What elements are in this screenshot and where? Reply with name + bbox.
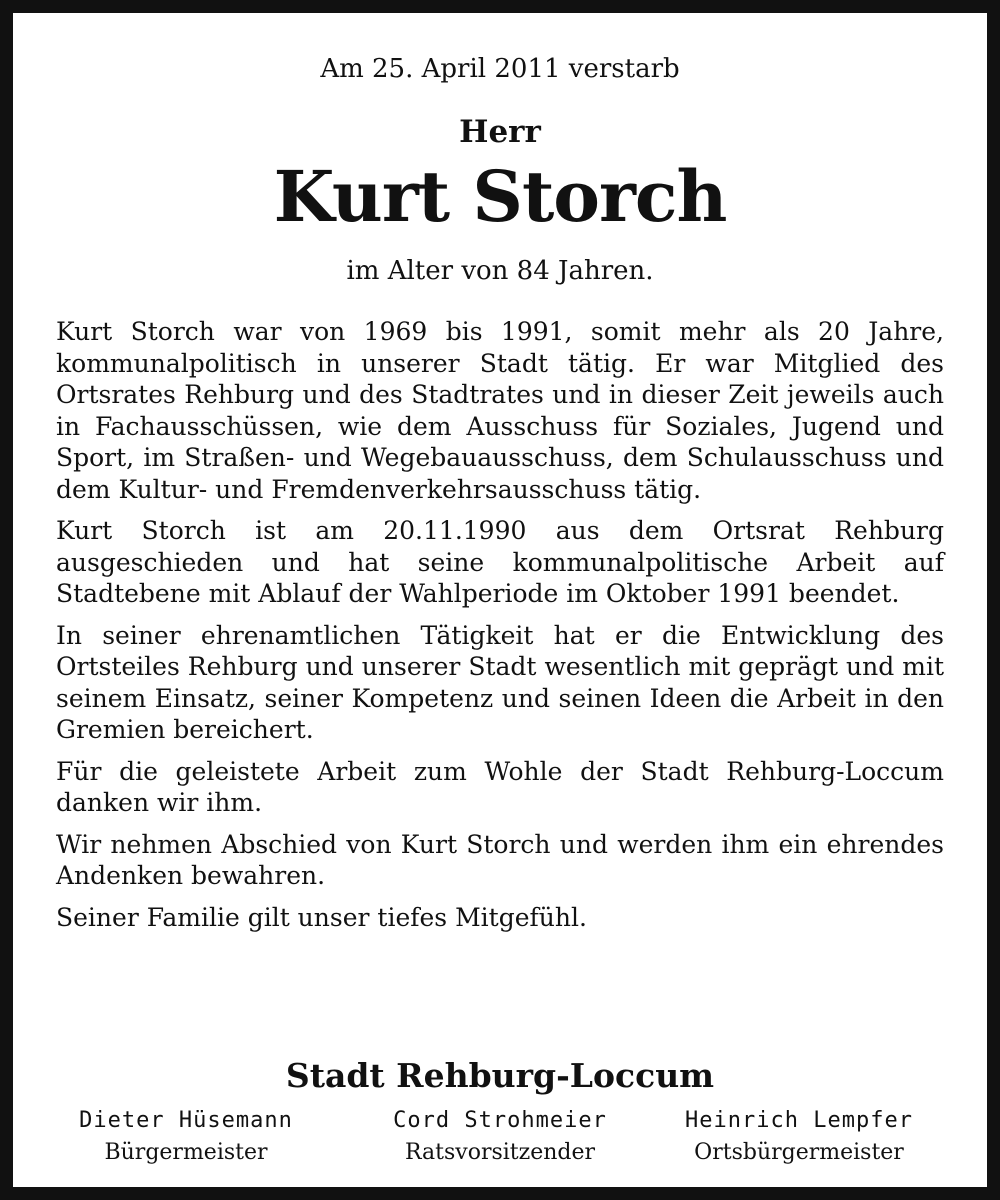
signatory-role: Ratsvorsitzender: [404, 1140, 596, 1165]
body-paragraph: Kurt Storch war von 1969 bis 1991, somit mehr als 20 Jahre, kommunalpolitisch in unserer Stadt tätig. Er war Mitglied des Ortsrates Rehburg und des Stadtrates und in dieser Zeit jeweils auch in Fachausschüssen, wie dem Ausschuss für Soziales, Jugend und Sport, im Straßen- und Wegebauausschuss, dem Schulausschuss und dem Kultur- und Fremdenverkehrsausschuss tätig.: [56, 317, 944, 504]
organization-name: Stadt Rehburg-Loccum: [285, 1056, 715, 1095]
signatory-name: Cord Strohmeier: [393, 1108, 607, 1133]
signatory: [355, 1105, 645, 1169]
body-paragraph: Kurt Storch ist am 20.11.1990 aus dem Ortsrat Rehburg ausgeschieden und hat seine kommunalpolitische Arbeit auf Stadtebene mit Ablauf der Wahlperiode im Oktober 1991 beendet.: [56, 516, 944, 608]
body-paragraph: Für die geleistete Arbeit zum Wohle der Stadt Rehburg-Loccum danken wir ihm.: [56, 756, 944, 817]
signatory: [41, 1105, 331, 1169]
deceased-name: Kurt Storch: [273, 155, 727, 238]
body-paragraph: Seiner Familie gilt unser tiefes Mitgefühl.: [56, 902, 587, 932]
age-line: im Alter von 84 Jahren.: [346, 256, 654, 286]
signatory: [654, 1105, 944, 1169]
signatory-role: Bürgermeister: [104, 1140, 268, 1165]
intro-line: Am 25. April 2011 verstarb: [320, 54, 680, 84]
salutation: Herr: [459, 114, 541, 150]
body-paragraph: In seiner ehrenamtlichen Tätigkeit hat er die Entwicklung des Ortsteiles Rehburg und unserer Stadt wesentlich mit geprägt und mit seinem Einsatz, seiner Kompetenz und seinen Ideen die Arbeit in den Gremien bereichert.: [56, 620, 944, 744]
signatory-name: Heinrich Lempfer: [685, 1108, 913, 1133]
body-paragraph: Wir nehmen Abschied von Kurt Storch und werden ihm ein ehrendes Andenken bewahren.: [56, 829, 944, 890]
signatories: [13, 1105, 987, 1175]
signatory-name: Dieter Hüsemann: [79, 1108, 293, 1133]
signatory-role: Ortsbürgermeister: [694, 1140, 904, 1165]
notice-body: [56, 316, 944, 943]
